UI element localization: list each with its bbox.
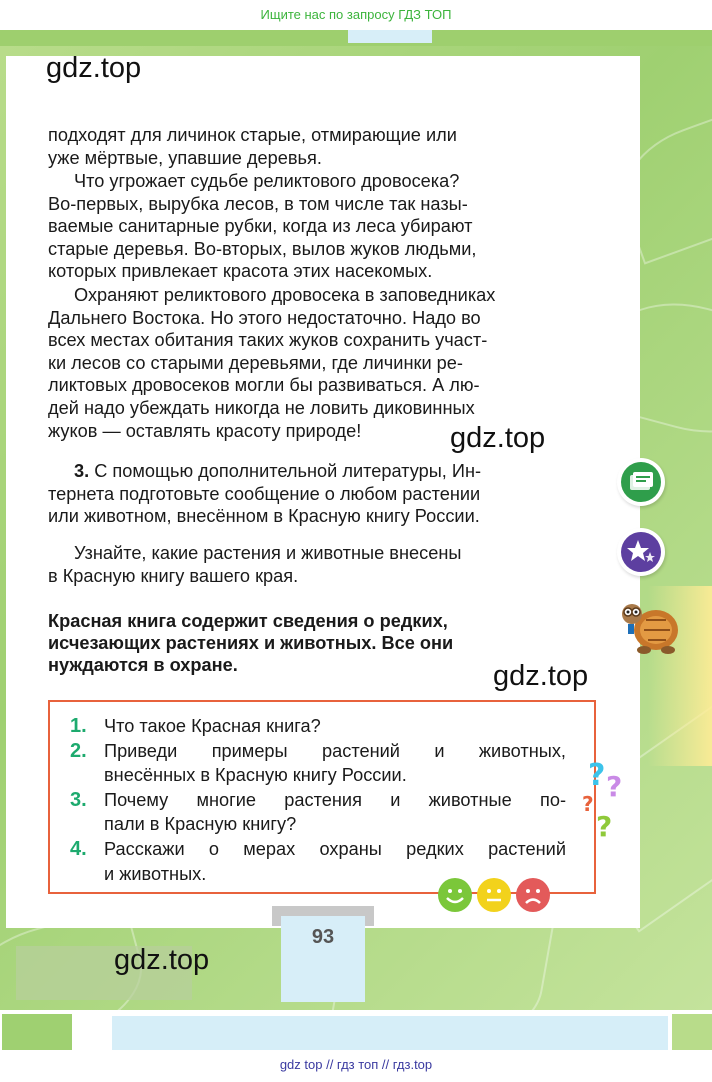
questions-box bbox=[48, 700, 596, 894]
paragraph-larvae bbox=[48, 124, 599, 169]
question-text: Приведи примеры растений и животных, bbox=[104, 740, 566, 761]
questions-list bbox=[70, 714, 566, 886]
text-line: нуждаются в охране. bbox=[48, 655, 238, 675]
text-line: Красная книга содержит сведения о редких, bbox=[48, 611, 448, 631]
question-text: и животных. bbox=[104, 863, 207, 884]
task-3-sub bbox=[48, 542, 599, 587]
conclusion bbox=[48, 610, 599, 676]
question-text: Почему многие растения и животные по- bbox=[104, 789, 566, 810]
text-line: дей надо убеждать никогда не ловить диковинных bbox=[48, 397, 475, 418]
footer-text[interactable]: gdz top // гдз топ // гдз.top bbox=[279, 1057, 433, 1072]
task-3-line bbox=[48, 460, 599, 483]
text-line: Охраняют реликтового дровосека в заповедниках bbox=[74, 285, 496, 305]
question-number: 2. bbox=[70, 739, 87, 762]
question-item bbox=[70, 714, 566, 739]
text-line: тернета подготовьте сообщение о любом растении bbox=[48, 483, 481, 504]
star-icon bbox=[621, 532, 661, 572]
question-number: 1. bbox=[70, 715, 87, 737]
text-line: жуков — оставлять красоту природе! bbox=[48, 420, 362, 441]
purple-star-icon[interactable] bbox=[621, 532, 661, 572]
question-number: 3. bbox=[70, 788, 87, 811]
question-mark-icon: ? bbox=[582, 792, 594, 816]
text-line: Дальнего Востока. Но этого недостаточно. Надо во bbox=[48, 307, 481, 328]
paragraph-protection bbox=[48, 284, 599, 442]
question-mark-icon: ? bbox=[606, 770, 623, 803]
footer-links[interactable] bbox=[0, 1050, 712, 1082]
task-3-number: 3. bbox=[74, 461, 90, 481]
next-page-strip bbox=[0, 1014, 712, 1050]
text-line: Во-первых, вырубка лесов, в том числе так назы- bbox=[48, 193, 468, 214]
watermark: gdz.top bbox=[450, 422, 546, 454]
smiley-sad-icon[interactable] bbox=[516, 878, 550, 912]
previous-page-tab bbox=[348, 30, 432, 43]
task-3 bbox=[48, 460, 599, 528]
page-number: 93 bbox=[311, 926, 335, 948]
turtle-mascot-icon bbox=[614, 590, 684, 660]
text-line: всех местах обитания таких жуков сохранить участ- bbox=[48, 330, 488, 351]
question-item bbox=[70, 788, 566, 837]
watermark: gdz.top bbox=[46, 52, 142, 84]
task-3-text: С помощью дополнительной литературы, Ин- bbox=[94, 461, 482, 481]
top-banner[interactable] bbox=[0, 0, 712, 30]
watermark: gdz.top bbox=[493, 660, 589, 692]
top-banner-text[interactable]: Ищите нас по запросу ГДЗ ТОП bbox=[260, 7, 452, 22]
question-text: внесённых в Красную книгу России. bbox=[104, 765, 407, 786]
folder-icon bbox=[621, 462, 661, 502]
next-page-blue bbox=[112, 1016, 668, 1050]
question-text: пали в Красную книгу? bbox=[104, 814, 297, 835]
next-page-green bbox=[2, 1014, 72, 1050]
watermark: gdz.top bbox=[114, 944, 210, 976]
text-line: ликтовых дровосеков могли бы развиваться. А лю- bbox=[48, 375, 480, 396]
text-line: Узнайте, какие растения и животные внесены bbox=[74, 543, 462, 563]
question-mark-icon: ? bbox=[596, 810, 613, 843]
smiley-happy-icon[interactable] bbox=[438, 878, 472, 912]
smiley-neutral-icon[interactable] bbox=[477, 878, 511, 912]
question-mark-icon: ? bbox=[588, 758, 606, 793]
text-line: или животном, внесённом в Красную книгу России. bbox=[48, 506, 480, 527]
text-line: которых привлекает красота этих насекомых. bbox=[48, 261, 433, 282]
paragraph-threats bbox=[48, 170, 599, 283]
text-line: старые деревья. Во-вторых, вылов жуков людьми, bbox=[48, 238, 477, 259]
question-marks-decoration bbox=[578, 758, 638, 848]
question-item bbox=[70, 739, 566, 788]
next-page-green-right bbox=[672, 1014, 712, 1050]
question-text: Что такое Красная книга? bbox=[104, 716, 321, 736]
previous-page-strip bbox=[0, 30, 712, 46]
text-line: ки лесов со старыми деревьями, где личинки ре- bbox=[48, 352, 463, 373]
text-line: в Красную книгу вашего края. bbox=[48, 565, 299, 586]
question-number: 4. bbox=[70, 837, 87, 860]
text-line: исчезающих растениях и животных. Все они bbox=[48, 633, 454, 653]
text-line: уже мёртвые, упавшие деревья. bbox=[48, 147, 322, 168]
question-text: Расскажи о мерах охраны редких растений bbox=[104, 838, 566, 859]
text-line: Что угрожает судьбе реликтового дровосека? bbox=[74, 171, 460, 191]
text-line: ваемые санитарные рубки, когда из леса убирают bbox=[48, 216, 473, 237]
green-folder-icon[interactable] bbox=[621, 462, 661, 502]
text-line: подходят для личинок старые, отмирающие или bbox=[48, 125, 457, 145]
